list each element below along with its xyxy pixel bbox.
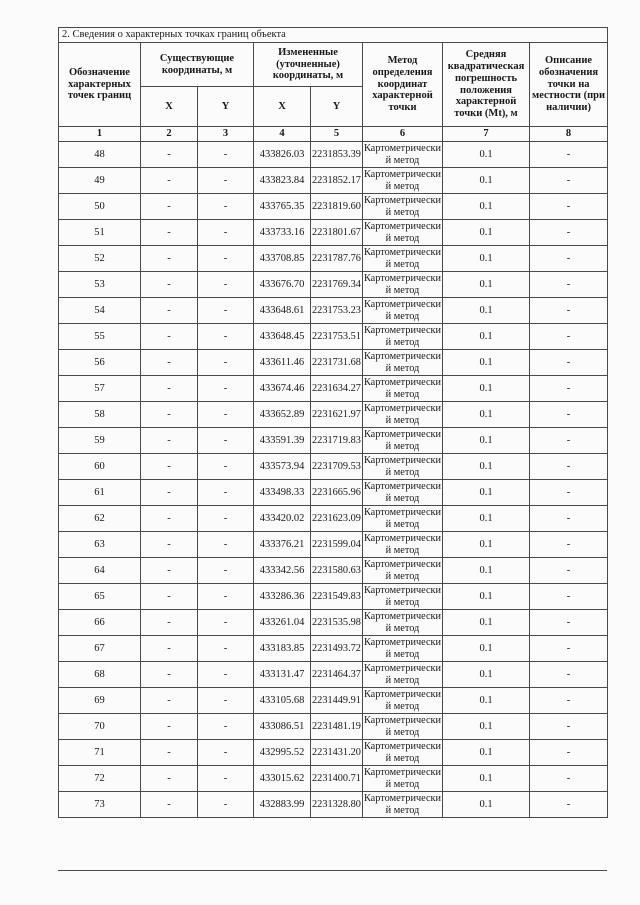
existing-x-cell: - — [141, 740, 198, 766]
method-cell: Картометрический метод — [363, 532, 442, 556]
point-cell: 58 — [59, 402, 141, 428]
point-cell: 61 — [59, 480, 141, 506]
column-number: 3 — [198, 127, 254, 142]
error-cell: 0.1 — [443, 272, 530, 298]
existing-x-cell: - — [141, 688, 198, 714]
description-cell: - — [530, 766, 608, 792]
header-existing-coords: Существующие координаты, м — [141, 43, 254, 87]
description-cell: - — [530, 740, 608, 766]
existing-y-cell: - — [198, 428, 254, 454]
changed-y-cell: 2231709.53 — [311, 454, 363, 480]
column-numbers-row — [59, 127, 608, 142]
point-cell: 51 — [59, 220, 141, 246]
point-cell: 62 — [59, 506, 141, 532]
point-cell: 53 — [59, 272, 141, 298]
existing-y-cell: - — [198, 402, 254, 428]
changed-x-cell: 433286.36 — [254, 584, 311, 610]
description-cell: - — [530, 272, 608, 298]
existing-x-cell: - — [141, 272, 198, 298]
method-cell: Картометрический метод — [363, 558, 442, 582]
existing-x-cell: - — [141, 766, 198, 792]
description-cell: - — [530, 584, 608, 610]
changed-y-cell: 2231719.83 — [311, 428, 363, 454]
method-cell: Картометрический метод — [363, 428, 442, 452]
existing-x-cell: - — [141, 714, 198, 740]
changed-x-cell: 433591.39 — [254, 428, 311, 454]
footer-divider — [58, 870, 607, 871]
table-row — [59, 714, 608, 740]
error-cell: 0.1 — [443, 662, 530, 688]
description-cell: - — [530, 792, 608, 818]
changed-y-cell: 2231665.96 — [311, 480, 363, 506]
table-row — [59, 688, 608, 714]
error-cell: 0.1 — [443, 142, 530, 168]
table-row — [59, 480, 608, 506]
method-cell: Картометрический метод — [363, 636, 442, 660]
section-caption: 2. Сведения о характерных точках границ объекта — [59, 28, 608, 43]
header-changed-y: Y — [311, 87, 363, 127]
existing-x-cell: - — [141, 376, 198, 402]
existing-y-cell: - — [198, 610, 254, 636]
error-cell: 0.1 — [443, 194, 530, 220]
changed-x-cell: 433652.89 — [254, 402, 311, 428]
existing-y-cell: - — [198, 194, 254, 220]
column-number: 2 — [141, 127, 198, 142]
changed-y-cell: 2231753.51 — [311, 324, 363, 350]
point-cell: 72 — [59, 766, 141, 792]
changed-x-cell: 433420.02 — [254, 506, 311, 532]
existing-x-cell: - — [141, 454, 198, 480]
point-cell: 66 — [59, 610, 141, 636]
description-cell: - — [530, 662, 608, 688]
changed-y-cell: 2231753.23 — [311, 298, 363, 324]
changed-y-cell: 2231852.17 — [311, 168, 363, 194]
existing-y-cell: - — [198, 714, 254, 740]
existing-y-cell: - — [198, 662, 254, 688]
existing-x-cell: - — [141, 662, 198, 688]
header-changed-x: X — [254, 87, 311, 127]
method-cell: Картометрический метод — [363, 142, 442, 166]
changed-x-cell: 433611.46 — [254, 350, 311, 376]
changed-y-cell: 2231819.60 — [311, 194, 363, 220]
header-designation: Обозначение характерных точек границ — [59, 43, 141, 127]
changed-x-cell: 433648.61 — [254, 298, 311, 324]
changed-y-cell: 2231731.68 — [311, 350, 363, 376]
description-cell: - — [530, 610, 608, 636]
table-row — [59, 376, 608, 402]
changed-y-cell: 2231464.37 — [311, 662, 363, 688]
existing-x-cell: - — [141, 584, 198, 610]
existing-x-cell: - — [141, 168, 198, 194]
description-cell: - — [530, 194, 608, 220]
changed-y-cell: 2231787.76 — [311, 246, 363, 272]
description-cell: - — [530, 298, 608, 324]
point-cell: 52 — [59, 246, 141, 272]
header-existing-x: X — [141, 87, 198, 127]
column-number: 8 — [530, 127, 608, 142]
changed-y-cell: 2231449.91 — [311, 688, 363, 714]
existing-x-cell: - — [141, 532, 198, 558]
existing-x-cell: - — [141, 428, 198, 454]
point-cell: 48 — [59, 142, 141, 168]
table-row — [59, 194, 608, 220]
method-cell: Картометрический метод — [363, 220, 442, 244]
changed-y-cell: 2231801.67 — [311, 220, 363, 246]
changed-x-cell: 433648.45 — [254, 324, 311, 350]
existing-x-cell: - — [141, 220, 198, 246]
boundary-points-table — [58, 27, 608, 818]
changed-x-cell: 433733.16 — [254, 220, 311, 246]
point-cell: 56 — [59, 350, 141, 376]
changed-x-cell: 433676.70 — [254, 272, 311, 298]
existing-y-cell: - — [198, 272, 254, 298]
existing-y-cell: - — [198, 506, 254, 532]
changed-y-cell: 2231431.20 — [311, 740, 363, 766]
changed-y-cell: 2231493.72 — [311, 636, 363, 662]
point-cell: 49 — [59, 168, 141, 194]
existing-y-cell: - — [198, 298, 254, 324]
changed-y-cell: 2231853.39 — [311, 142, 363, 168]
description-cell: - — [530, 714, 608, 740]
table-row — [59, 454, 608, 480]
error-cell: 0.1 — [443, 740, 530, 766]
table-row — [59, 402, 608, 428]
existing-x-cell: - — [141, 324, 198, 350]
method-cell: Картометрический метод — [363, 480, 442, 504]
changed-x-cell: 433376.21 — [254, 532, 311, 558]
changed-y-cell: 2231769.34 — [311, 272, 363, 298]
changed-y-cell: 2231481.19 — [311, 714, 363, 740]
point-cell: 60 — [59, 454, 141, 480]
point-cell: 50 — [59, 194, 141, 220]
description-cell: - — [530, 428, 608, 454]
header-changed-coords: Измененные (уточненные) координаты, м — [254, 43, 363, 87]
existing-y-cell: - — [198, 532, 254, 558]
header-error: Средняя квадратическая погрешность положения характерной точки (Mt), м — [443, 43, 530, 127]
point-cell: 63 — [59, 532, 141, 558]
error-cell: 0.1 — [443, 480, 530, 506]
method-cell: Картометрический метод — [363, 454, 442, 478]
point-cell: 64 — [59, 558, 141, 584]
existing-x-cell: - — [141, 636, 198, 662]
method-cell: Картометрический метод — [363, 350, 442, 374]
method-cell: Картометрический метод — [363, 272, 442, 296]
error-cell: 0.1 — [443, 558, 530, 584]
changed-x-cell: 433826.03 — [254, 142, 311, 168]
column-number: 1 — [59, 127, 141, 142]
changed-y-cell: 2231580.63 — [311, 558, 363, 584]
method-cell: Картометрический метод — [363, 168, 442, 192]
header-description: Описание обозначения точки на местности (при наличии) — [530, 43, 608, 127]
column-number: 7 — [443, 127, 530, 142]
changed-y-cell: 2231400.71 — [311, 766, 363, 792]
changed-y-cell: 2231549.83 — [311, 584, 363, 610]
changed-x-cell: 433131.47 — [254, 662, 311, 688]
point-cell: 68 — [59, 662, 141, 688]
method-cell: Картометрический метод — [363, 792, 442, 816]
changed-x-cell: 433342.56 — [254, 558, 311, 584]
changed-x-cell: 433015.62 — [254, 766, 311, 792]
existing-x-cell: - — [141, 480, 198, 506]
description-cell: - — [530, 168, 608, 194]
description-cell: - — [530, 402, 608, 428]
existing-x-cell: - — [141, 558, 198, 584]
changed-y-cell: 2231328.80 — [311, 792, 363, 818]
column-number: 6 — [363, 127, 443, 142]
description-cell: - — [530, 246, 608, 272]
error-cell: 0.1 — [443, 454, 530, 480]
table-row — [59, 792, 608, 818]
description-cell: - — [530, 688, 608, 714]
method-cell: Картометрический метод — [363, 376, 442, 400]
existing-y-cell: - — [198, 246, 254, 272]
table-body — [59, 142, 608, 818]
method-cell: Картометрический метод — [363, 324, 442, 348]
existing-y-cell: - — [198, 350, 254, 376]
changed-x-cell: 433498.33 — [254, 480, 311, 506]
method-cell: Картометрический метод — [363, 714, 442, 738]
changed-x-cell: 433261.04 — [254, 610, 311, 636]
changed-x-cell: 432995.52 — [254, 740, 311, 766]
changed-y-cell: 2231623.09 — [311, 506, 363, 532]
method-cell: Картометрический метод — [363, 740, 442, 764]
existing-y-cell: - — [198, 168, 254, 194]
error-cell: 0.1 — [443, 766, 530, 792]
error-cell: 0.1 — [443, 636, 530, 662]
method-cell: Картометрический метод — [363, 246, 442, 270]
column-number: 4 — [254, 127, 311, 142]
point-cell: 57 — [59, 376, 141, 402]
point-cell: 65 — [59, 584, 141, 610]
table-row — [59, 272, 608, 298]
point-cell: 69 — [59, 688, 141, 714]
error-cell: 0.1 — [443, 350, 530, 376]
error-cell: 0.1 — [443, 610, 530, 636]
changed-y-cell: 2231599.04 — [311, 532, 363, 558]
error-cell: 0.1 — [443, 532, 530, 558]
description-cell: - — [530, 636, 608, 662]
method-cell: Картометрический метод — [363, 506, 442, 530]
error-cell: 0.1 — [443, 246, 530, 272]
existing-y-cell: - — [198, 376, 254, 402]
point-cell: 54 — [59, 298, 141, 324]
changed-y-cell: 2231621.97 — [311, 402, 363, 428]
existing-y-cell: - — [198, 636, 254, 662]
existing-y-cell: - — [198, 220, 254, 246]
existing-y-cell: - — [198, 584, 254, 610]
point-cell: 59 — [59, 428, 141, 454]
method-cell: Картометрический метод — [363, 610, 442, 634]
table-row — [59, 532, 608, 558]
method-cell: Картометрический метод — [363, 584, 442, 608]
existing-y-cell: - — [198, 558, 254, 584]
header-existing-y: Y — [198, 87, 254, 127]
existing-y-cell: - — [198, 324, 254, 350]
description-cell: - — [530, 324, 608, 350]
table-row — [59, 636, 608, 662]
existing-y-cell: - — [198, 766, 254, 792]
description-cell: - — [530, 454, 608, 480]
table-row — [59, 324, 608, 350]
changed-x-cell: 433765.35 — [254, 194, 311, 220]
method-cell: Картометрический метод — [363, 298, 442, 322]
description-cell: - — [530, 220, 608, 246]
description-cell: - — [530, 558, 608, 584]
description-cell: - — [530, 142, 608, 168]
header-method: Метод определения координат характерной точки — [363, 43, 443, 127]
method-cell: Картометрический метод — [363, 662, 442, 686]
column-number: 5 — [311, 127, 363, 142]
method-cell: Картометрический метод — [363, 766, 442, 790]
table-row — [59, 142, 608, 168]
existing-x-cell: - — [141, 142, 198, 168]
error-cell: 0.1 — [443, 376, 530, 402]
existing-x-cell: - — [141, 402, 198, 428]
existing-x-cell: - — [141, 792, 198, 818]
table-row — [59, 168, 608, 194]
method-cell: Картометрический метод — [363, 688, 442, 712]
existing-y-cell: - — [198, 740, 254, 766]
method-cell: Картометрический метод — [363, 402, 442, 426]
error-cell: 0.1 — [443, 506, 530, 532]
existing-x-cell: - — [141, 298, 198, 324]
changed-x-cell: 433105.68 — [254, 688, 311, 714]
changed-x-cell: 433573.94 — [254, 454, 311, 480]
table-row — [59, 610, 608, 636]
table-row — [59, 246, 608, 272]
error-cell: 0.1 — [443, 688, 530, 714]
existing-x-cell: - — [141, 194, 198, 220]
description-cell: - — [530, 532, 608, 558]
table-row — [59, 558, 608, 584]
existing-y-cell: - — [198, 142, 254, 168]
table-row — [59, 766, 608, 792]
description-cell: - — [530, 506, 608, 532]
point-cell: 73 — [59, 792, 141, 818]
table-row — [59, 584, 608, 610]
error-cell: 0.1 — [443, 714, 530, 740]
error-cell: 0.1 — [443, 584, 530, 610]
changed-x-cell: 433674.46 — [254, 376, 311, 402]
table-row — [59, 298, 608, 324]
existing-y-cell: - — [198, 688, 254, 714]
existing-x-cell: - — [141, 506, 198, 532]
error-cell: 0.1 — [443, 428, 530, 454]
error-cell: 0.1 — [443, 168, 530, 194]
existing-x-cell: - — [141, 246, 198, 272]
existing-y-cell: - — [198, 792, 254, 818]
table-row — [59, 350, 608, 376]
changed-x-cell: 433183.85 — [254, 636, 311, 662]
changed-x-cell: 432883.99 — [254, 792, 311, 818]
changed-x-cell: 433708.85 — [254, 246, 311, 272]
changed-y-cell: 2231634.27 — [311, 376, 363, 402]
table-row — [59, 220, 608, 246]
existing-x-cell: - — [141, 610, 198, 636]
existing-y-cell: - — [198, 454, 254, 480]
point-cell: 70 — [59, 714, 141, 740]
changed-x-cell: 433823.84 — [254, 168, 311, 194]
point-cell: 71 — [59, 740, 141, 766]
error-cell: 0.1 — [443, 402, 530, 428]
error-cell: 0.1 — [443, 298, 530, 324]
changed-y-cell: 2231535.98 — [311, 610, 363, 636]
table-row — [59, 428, 608, 454]
point-cell: 55 — [59, 324, 141, 350]
error-cell: 0.1 — [443, 220, 530, 246]
point-cell: 67 — [59, 636, 141, 662]
table-row — [59, 662, 608, 688]
changed-x-cell: 433086.51 — [254, 714, 311, 740]
method-cell: Картометрический метод — [363, 194, 442, 218]
existing-y-cell: - — [198, 480, 254, 506]
description-cell: - — [530, 350, 608, 376]
description-cell: - — [530, 480, 608, 506]
table-row — [59, 506, 608, 532]
error-cell: 0.1 — [443, 324, 530, 350]
existing-x-cell: - — [141, 350, 198, 376]
table-row — [59, 740, 608, 766]
error-cell: 0.1 — [443, 792, 530, 818]
description-cell: - — [530, 376, 608, 402]
